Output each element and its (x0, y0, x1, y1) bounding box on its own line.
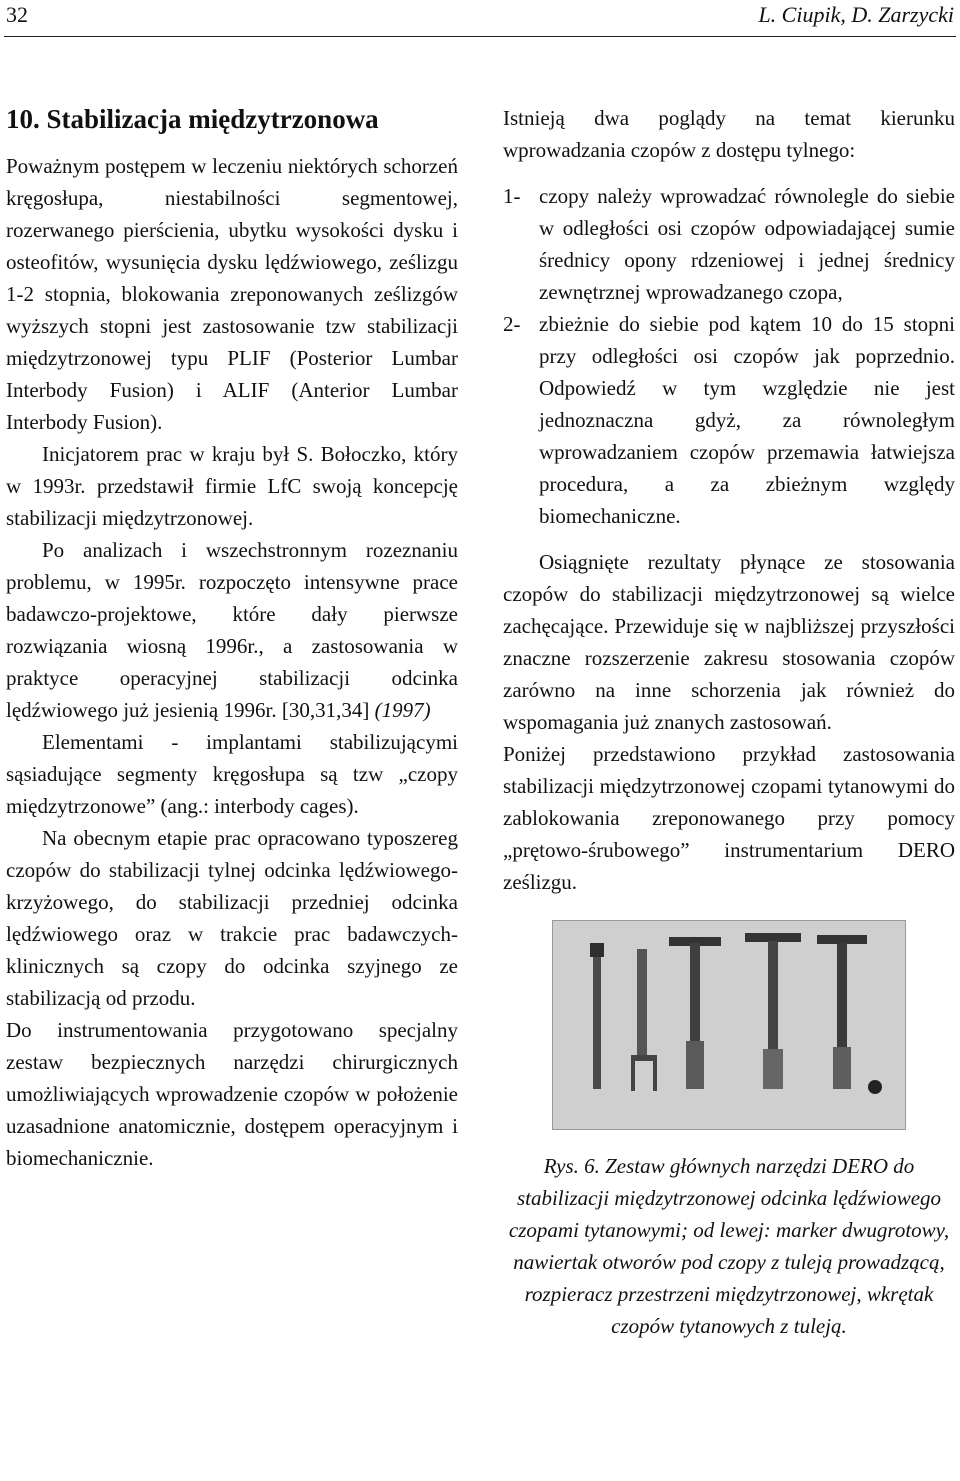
list-text: czopy należy wprowadzać równolegle do siebie w odległości osi czopów odpowiadającej sumie średnicy opony rdzeniowej i jednej średnicy zewnętrznej wprowadzanego czopa, (539, 184, 955, 304)
paragraph: Do instrumentowania przygotowano specjalny zestaw bezpiecznych narzędzi chirurgicznych umożliwiających wprowadzenie czopów w położenie uzasadnione anatomicznie, dostępem operacyjnym i biomechanicznie. (6, 1018, 458, 1170)
paragraph: Osiągnięte rezultaty płynące ze stosowania czopów do stabilizacji międzytrzonowej są wielce zachęcające. Przewiduje się w najbliższej przyszłości znaczne rozszerzenie zakresu stosowania czopów zarówno na inne schorzenia jak również do wspomagania już znanych zastosowań. (503, 550, 955, 734)
paragraph: Elementami - implantami stabilizującymi sąsiadujące segmenty kręgosłupa są tzw „czopy międzytrzonowe” (ang.: interbody cages). (6, 730, 458, 818)
list-item (503, 180, 955, 308)
paragraph-text: Po analizach i wszechstronnym rozeznaniu problemu, w 1995r. rozpoczęto intensywne prace badawczo-projektowe, które dały pierwsze rozwiązania wiosną 1996r., a zastosowania w praktyce operacyjnej stabilizacji odcinka lędźwiowego już jesienią 1996r. [30,31,34] (6, 538, 458, 722)
list-number: 2- (503, 312, 521, 336)
list-text: zbieżnie do siebie pod kątem 10 do 15 stopni przy odległości osi czopów jak poprzednio. Odpowiedź w tym względzie nie jest jednoznaczna gdyż, za równoległym wprowadzaniem czopów przemawia łatwiejsza procedura, a za zbieżnym względy biomechaniczne. (539, 312, 955, 528)
paragraph (6, 534, 458, 726)
figure-caption: Rys. 6. Zestaw głównych narzędzi DERO do stabilizacji międzytrzonowej odcinka lędźwiowego czopami tytanowymi; od lewej: marker dwugrotowy, nawiertak otworów pod czopy z tuleją prowadzącą, rozpieracz przestrzeni międzytrzonowej, wkrętak czopów tytanowych z tuleją. (508, 1154, 950, 1338)
paragraph: Inicjatorem prac w kraju był S. Bołoczko, który w 1993r. przedstawił firmie LfC swoją koncepcję stabilizacji międzytrzonowej. (6, 442, 458, 530)
left-column (6, 102, 458, 1174)
page-number: 32 (6, 2, 28, 27)
list-number: 1- (503, 184, 521, 208)
page-header (0, 2, 960, 32)
paragraph: Istnieją dwa poglądy na temat kierunku wprowadzania czopów z dostępu tylnego: (503, 106, 955, 162)
right-column (503, 102, 955, 1342)
reference-year: (1997) (374, 698, 431, 722)
list-item (503, 308, 955, 532)
instruments-photo (552, 920, 906, 1130)
section-title: 10. Stabilizacja międzytrzonowa (6, 104, 379, 134)
surgical-instruments-illustration (553, 921, 905, 1129)
paragraph: Na obecnym etapie prac opracowano typoszereg czopów do stabilizacji tylnej odcinka lędźwiowego-krzyżowego, do stabilizacji przedniej odcinka lędźwiowego oraz w trakcie prac badawczych-klinicznych są czopy do odcinka szyjnego ze stabilizacją od przodu. (6, 826, 458, 1010)
paragraph: Poniżej przedstawiono przykład zastosowania stabilizacji międzytrzonowej czopami tytanowymi do zablokowania zreponowanego przy pomocy „prętowo-śrubowego” instrumentarium DERO ześlizgu. (503, 742, 955, 894)
paragraph: Poważnym postępem w leczeniu niektórych schorzeń kręgosłupa, niestabilności segmentowej, rozerwanego pierścienia, ubytku wysokości dysku i osteofitów, wysunięcia dysku lędźwiowego, ześlizgu 1-2 stopnia, blokowania zreponowanych ześlizgów wyższych stopni jest zastosowanie tzw stabilizacji międzytrzonowej typu PLIF (Posterior Lumbar Interbody Fusion) i ALIF (Anterior Lumbar Interbody Fusion). (6, 154, 458, 434)
header-rule (4, 36, 956, 37)
numbered-list (503, 180, 955, 532)
running-authors: L. Ciupik, D. Zarzycki (758, 2, 954, 27)
